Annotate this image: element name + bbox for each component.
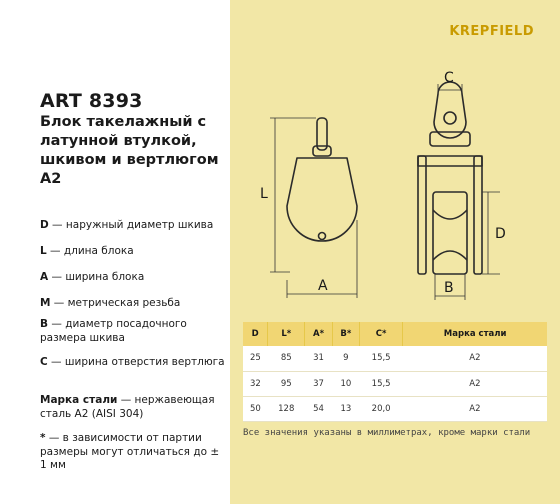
cell: 9 [332, 346, 359, 371]
swivel-pin [444, 112, 456, 124]
table-row [243, 346, 547, 371]
label-a: A [318, 278, 328, 294]
units-note: Все значения указаны в миллиметрах, кроме марки стали [243, 428, 531, 438]
legend-item-l: L — длина блока [40, 245, 134, 257]
col-c: C* [360, 322, 403, 346]
article-number: ART 8393 [40, 90, 143, 112]
side-view [287, 118, 357, 241]
sheave [433, 192, 467, 274]
product-title: Блок такелажный с латунной втулкой, шкивом и вертлюгом A2 [40, 114, 219, 187]
cheek-right [474, 156, 482, 274]
pulley-drawing [230, 60, 560, 310]
label-b: B [444, 280, 454, 296]
cell: 128 [268, 396, 305, 421]
brand-logo: KREPFIELD [449, 24, 534, 39]
legend-item-steel: Марка стали — нержавеющая сталь A2 (AISI 304) [40, 394, 215, 420]
legend-item-m: M — метрическая резьба [40, 297, 181, 309]
col-b: B* [332, 322, 359, 346]
cell: 54 [305, 396, 332, 421]
cell: 20,0 [360, 396, 403, 421]
table-row [243, 396, 547, 421]
label-l: L [260, 186, 268, 202]
cell: 25 [243, 346, 268, 371]
col-a: A* [305, 322, 332, 346]
cell: 95 [268, 371, 305, 396]
top-yoke [418, 156, 482, 166]
cheek-left [418, 156, 426, 274]
axle [319, 233, 326, 240]
col-steel: Марка стали [403, 322, 547, 346]
legend-item-d: D — наружный диаметр шкива [40, 219, 214, 231]
cell: A2 [403, 346, 547, 371]
cell: 13 [332, 396, 359, 421]
legend-item-b: B — диаметр посадочного размера шкива [40, 318, 187, 344]
cell: 15,5 [360, 346, 403, 371]
cell: 10 [332, 371, 359, 396]
legend-item-c: C — ширина отверстия вертлюга [40, 356, 225, 368]
spec-table [243, 322, 547, 422]
table-row [243, 371, 547, 396]
cell: 37 [305, 371, 332, 396]
col-l: L* [268, 322, 305, 346]
label-d: D [495, 226, 506, 242]
cell: 32 [243, 371, 268, 396]
cell: 15,5 [360, 371, 403, 396]
cell: 85 [268, 346, 305, 371]
swivel-base [430, 132, 470, 146]
front-view [418, 82, 482, 274]
col-d: D [243, 322, 268, 346]
block-body [287, 158, 357, 241]
legend-item-tolerance: * — в зависимости от партии размеры могут отличаться до ± 1 мм [40, 432, 220, 471]
cell: A2 [403, 371, 547, 396]
table-header-row [243, 322, 547, 346]
sheave-groove [433, 210, 467, 260]
swivel-neck [313, 146, 331, 156]
label-c: C [444, 70, 454, 86]
cell: 50 [243, 396, 268, 421]
legend-item-a: A — ширина блока [40, 271, 145, 283]
cell: A2 [403, 396, 547, 421]
swivel-eye [434, 82, 466, 138]
cell: 31 [305, 346, 332, 371]
